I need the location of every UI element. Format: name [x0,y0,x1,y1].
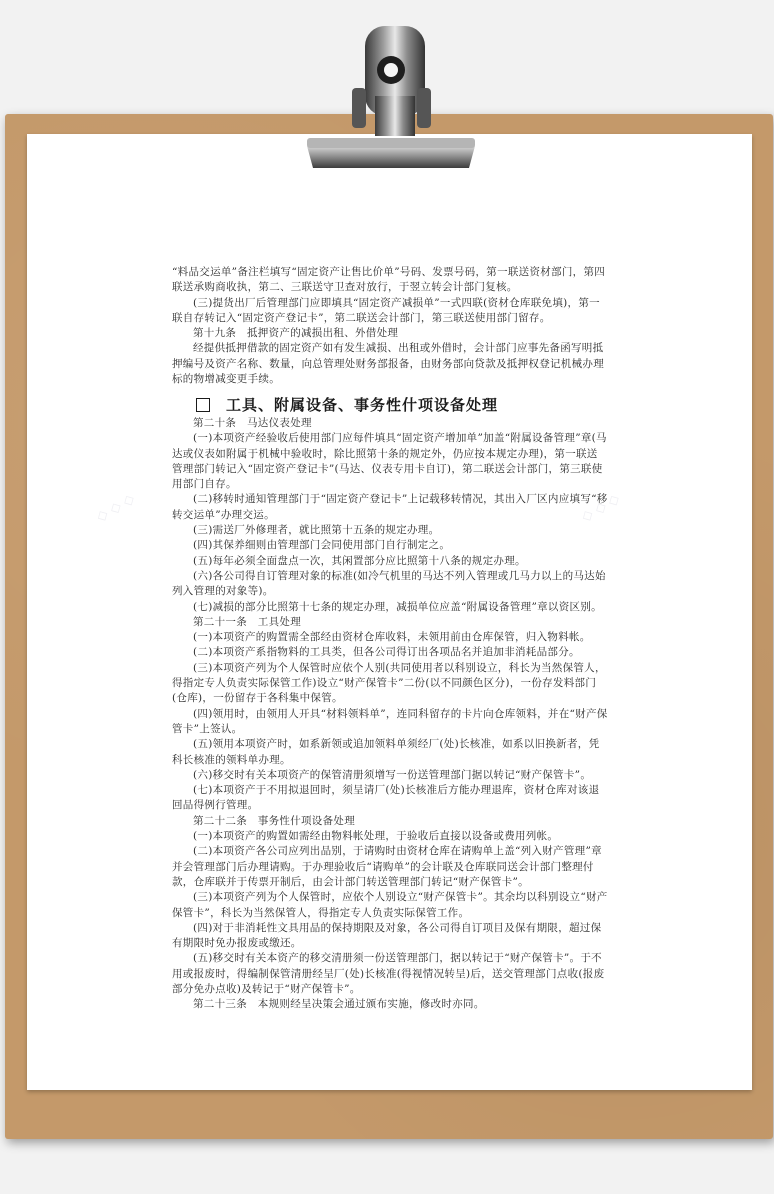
paragraph: (一)本项资产的购置需全部经由资材仓库收料，未领用前由仓库保管，归入物料帐。 [193,631,591,644]
paragraph: (二)本项资产系指物料的工具类，但各公司得订出各项品名并追加非消耗品部分。 [193,646,580,659]
paragraph: 经提供抵押借款的固定资产如有发生减损、出租或外借时，会计部门应事先备函写明抵押编号及资产名称、数量，向总管理处财务部报备，由财务部向贷款及抵押权登记机械办理标的物增减变更手续。 [172,342,604,386]
paragraph: “料品交运单”备注栏填写“固定资产让售比价单”号码、发票号码，第一联送资材部门，第四联送承购商收执，第二、三联送守卫查对放行，于翌立转会计部门复核。 [172,266,606,294]
section-heading-text: 工具、附属设备、事务性什项设备处理 [226,396,499,414]
checkbox-square-icon [196,398,210,412]
paragraph: (五)领用本项资产时，如系新领或追加领料单须经厂(处)长核准，如系以旧换新者，凭科长核准的领料单办理。 [172,738,600,766]
paragraph: (四)领用时，由领用人开具“材料领料单”，连同科留存的卡片向仓库领料，并在“财产保管卡”上签认。 [172,707,608,735]
paragraph: (一)本项资产经验收后使用部门应每件填具“固定资产增加单”加盖“附属设备管理”章(马达或仪表如附属于机械中验收时，除比照第十条的规定外，仍应按本规定办理)，第一联送管理部门转记入“固定资产登记卡”(马达、仪表专用卡自订)，第二联送会计部门，第三联使用部门自存。 [172,432,607,491]
article-heading: 第二十一条 工具处理 [193,615,301,628]
article-heading: 第二十条 马达仪表处理 [193,417,312,429]
paragraph: (三)本项资产列为个人保管时，应依个人别设立“财产保管卡”。其余均以科别设立“财产保管卡”，科长为当然保管人，得指定专人负责实际保管工作。 [172,891,608,919]
article-heading: 第二十二条 事务性什项设备处理 [193,814,355,827]
paragraph: (三)需送厂外修理者，就比照第十五条的规定办理。 [193,524,440,537]
paragraph: (一)本项资产的购置如需经由物料帐处理，于验收后直接以设备或费用列帐。 [193,830,559,843]
document-text-top [172,265,608,387]
article-heading: 第二十三条 本规则经呈决策会通过颁布实施，修改时亦同。 [193,998,485,1011]
paragraph: (二)本项资产各公司应列出品别，于请购时由资材仓库在请购单上盖“列入财产管理”章并会管理部门后办理请购。于办理验收后“请购单”的会计联及仓库联同送会计部门整理付款，仓库联并于传票开制后，由会计部门转送管理部门转记“财产保管卡”。 [172,845,602,888]
paragraph: (七)减损的部分比照第十七条的规定办理，减损单位应盖“附属设备管理”章以资区别。 [193,600,602,613]
paragraph: (七)本项资产于不用拟退回时，须呈请厂(处)长核准后方能办理退库，资材仓库对该退回品得例行管理。 [172,784,600,812]
paragraph: (四)对于非消耗性文具用品的保持期限及对象，各公司得自订项目及保有期限，超过保有期限时免办报废或缴还。 [172,921,602,950]
watermark: ◇ ◇ ◇ [578,490,623,526]
document-text-body [172,416,608,1013]
paragraph: (三)本项资产列为个人保管时应依个人别(共同使用者以科别设立，科长为当然保管人，得指定专人负责实际保管工作)设立“财产保管卡”二份(以不同颜色区分)，一份存发料部门(仓库)，一份留存于各科集中保管。 [172,661,606,705]
paragraph: (六)各公司得自订管理对象的标准(如冷气机里的马达不列入管理或几马力以上的马达始列入管理的对象等)。 [172,569,606,598]
paragraph: (四)其保养细则由管理部门会同使用部门自行制定之。 [193,539,451,552]
paragraph: (五)每年必须全面盘点一次，其闲置部分应比照第十八条的规定办理。 [193,554,526,567]
binder-clip-icon [307,26,475,176]
paragraph: (六)移交时有关本项资产的保管清册须增写一份送管理部门据以转记“财产保管卡”。 [193,768,592,781]
watermark: ◇ ◇ ◇ [93,490,138,526]
article-heading: 第十九条 抵押资产的减损出租、外借处理 [193,327,399,340]
paragraph: (二)移转时通知管理部门于“固定资产登记卡”上记载移转情况，其出入厂区内应填写“移转交运单”办理交运。 [172,493,608,521]
paragraph: (五)移交时有关本资产的移交清册须一份送管理部门，据以转记于“财产保管卡”。于不用或报废时，得编制保管清册经呈厂(处)长核准(得视情况转呈)后，送交管理部门点收(报废部分免办点收)及转记于“财产保管卡”。 [172,952,605,995]
paragraph: (三)提货出厂后管理部门应即填具“固定资产减损单”一式四联(资材仓库联免填)，第一联自存转记入“固定资产登记卡”，第二联送会计部门，第三联送使用部门留存。 [172,296,600,324]
section-heading [196,394,616,415]
